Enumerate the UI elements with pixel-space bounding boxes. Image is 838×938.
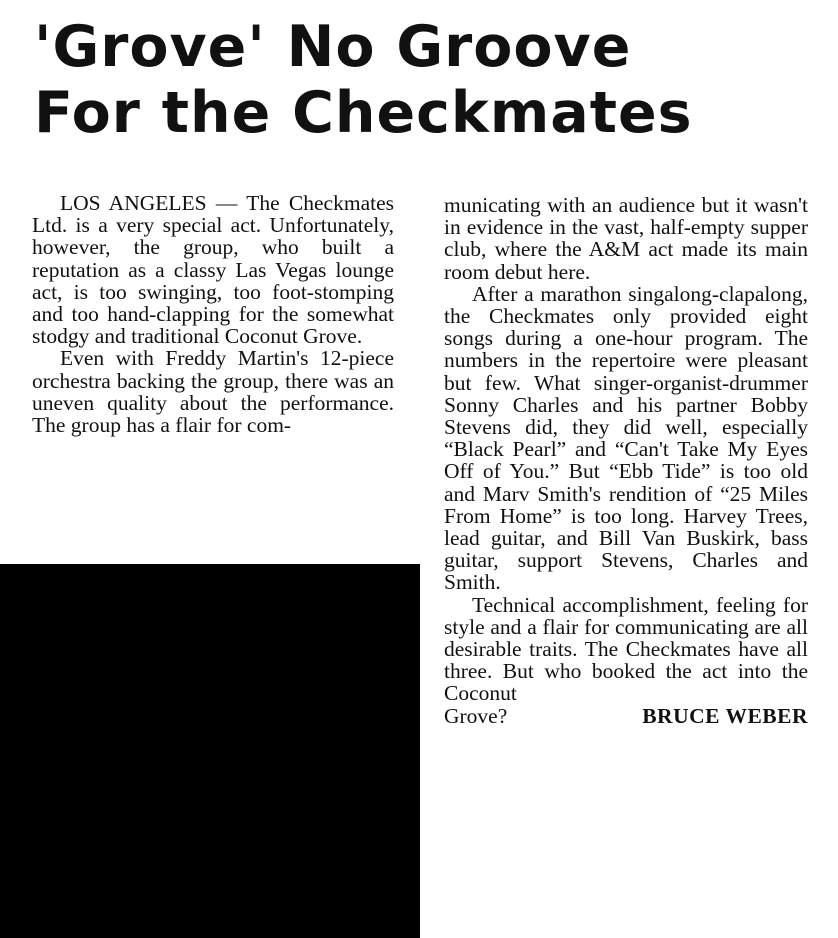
article-right-column <box>444 194 808 727</box>
article-paragraph-1: LOS ANGELES — The Checkmates Ltd. is a very special act. Unfortunately, however, the group, who built a reputation as a classy Las Vegas lounge act, is too swinging, too foot-stomping and too hand-clapping for the somewhat stodgy and traditional Coconut Grove. <box>32 191 394 349</box>
article-paragraph-2: Even with Freddy Martin's 12-piece orchestra backing the group, there was an uneven quality about the performance. The group has a flair for com- <box>32 346 394 438</box>
headline-line-1: 'Grove' No Groove <box>34 14 632 80</box>
article-paragraph-3: After a marathon singalong-clapalong, the Checkmates only provided eight songs during a one-hour program. The numbers in the repertoire were pleasant but few. What singer-organist-drummer Sonny Charles and his partner Bobby Stevens did, they did well, especially “Black Pearl” and “Can't Take My Eyes Off of You.” But “Ebb Tide” is too old and Marv Smith's rendition of “25 Miles From Home” is too long. Harvey Trees, lead guitar, and Bill Van Buskirk, bass guitar, support Stevens, Charles and Smith. <box>444 281 808 595</box>
article-headline <box>34 14 824 146</box>
redacted-black-area <box>0 564 420 938</box>
author-byline: BRUCE WEBER <box>642 703 808 728</box>
article-paragraph-2-continued: municating with an audience but it wasn't in evidence in the vast, half-empty supper club, where the A&M act made its main room debut here. <box>444 193 808 284</box>
article-paragraph-4: Technical accomplishment, feeling for style and a flair for communicating are all desirable traits. The Checkmates have all three. But who booked the act into the Coconut <box>444 592 808 706</box>
article-final-words: Grove? <box>444 703 508 728</box>
article-closing-line <box>444 705 808 727</box>
article-left-column <box>32 192 394 436</box>
headline-line-2: For the Checkmates <box>34 80 693 146</box>
